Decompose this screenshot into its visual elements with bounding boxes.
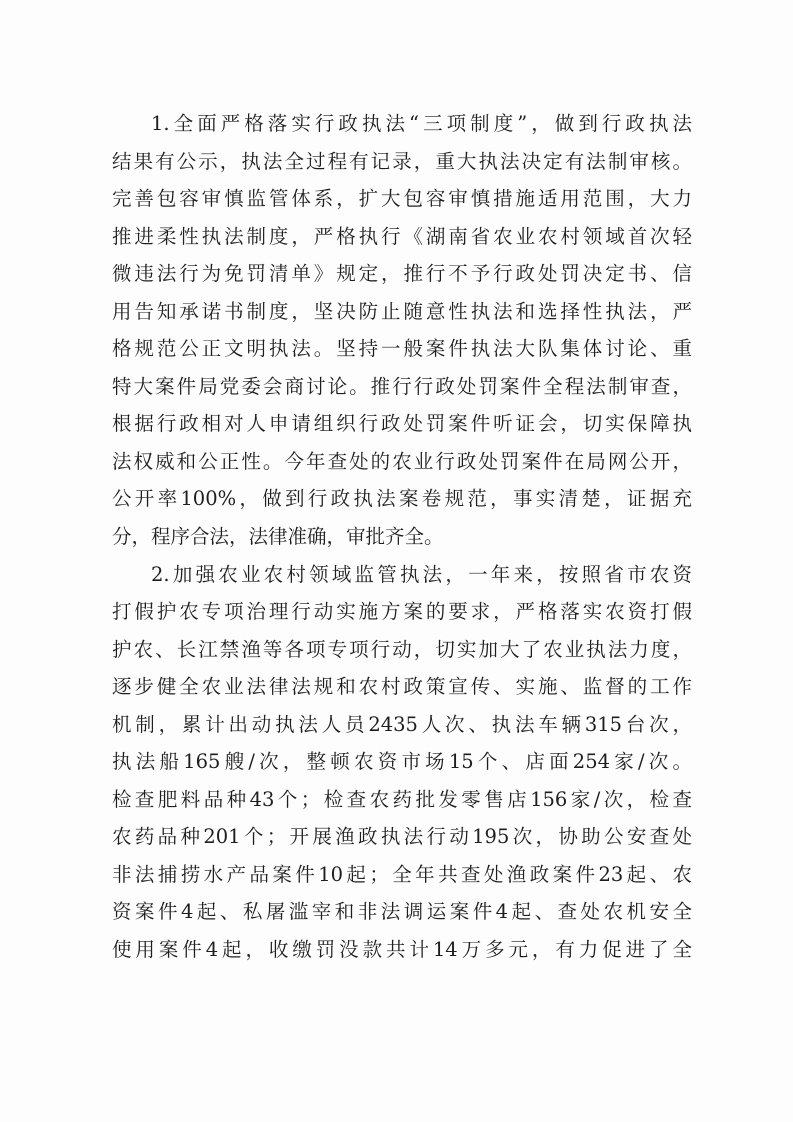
paragraph-1-line-6: 用告知承诺书制度，坚决防止随意性执法和选择性执法，严 <box>112 299 692 323</box>
paragraph-2-line-10: 资案件4起、私屠滥宰和非法调运案件4起、查处农机安全 <box>112 900 692 924</box>
paragraph-1-line-8: 特大案件局党委会商讨论。推行行政处罚案件全程法制审查， <box>112 374 692 398</box>
paragraph-2-line-3: 护农、长江禁渔等各项专项行动，切实加大了农业执法力度， <box>112 637 692 661</box>
paragraph-1-line-2: 结果有公示，执法全过程有记录，重大执法决定有法制审核。 <box>112 149 692 173</box>
paragraph-2-line-7: 检查肥料品种43个；检查农药批发零售店156家/次，检查 <box>112 787 692 811</box>
paragraph-1-line-4: 推进柔性执法制度，严格执行《湖南省农业农村领域首次轻 <box>112 224 692 248</box>
paragraph-1-line-7: 格规范公正文明执法。坚持一般案件执法大队集体讨论、重 <box>112 337 692 361</box>
paragraph-2-line-9: 非法捕捞水产品案件10起；全年共查处渔政案件23起、农 <box>112 862 692 886</box>
paragraph-2-line-5: 机制，累计出动执法人员2435人次、执法车辆315台次， <box>112 712 692 736</box>
paragraph-1-line-9: 根据行政相对人申请组织行政处罚案件听证会，切实保障执 <box>112 412 692 436</box>
paragraph-1-line-12: 分，程序合法，法律准确，审批齐全。 <box>112 525 444 549</box>
paragraph-1-line-1: 1.全面严格落实行政执法“三项制度”，做到行政执法 <box>151 112 692 135</box>
paragraph-2-line-4: 逐步健全农业法律法规和农村政策宣传、实施、监督的工作 <box>112 675 692 699</box>
paragraph-2-line-2: 打假护农专项治理行动实施方案的要求，严格落实农资打假 <box>112 600 692 624</box>
paragraph-2-line-6: 执法船165艘/次，整顿农资市场15个、店面254家/次。 <box>112 750 692 774</box>
paragraph-1-line-5: 微违法行为免罚清单》规定，推行不予行政处罚决定书、信 <box>112 262 692 286</box>
paragraph-2-line-1: 2.加强农业农村领域监管执法，一年来，按照省市农资 <box>151 562 692 586</box>
paragraph-2-line-8: 农药品种201个；开展渔政执法行动195次，协助公安查处 <box>112 825 692 849</box>
paragraph-1-line-11: 公开率100%，做到行政执法案卷规范，事实清楚，证据充 <box>112 487 692 511</box>
paragraph-1-line-10: 法权威和公正性。今年查处的农业行政处罚案件在局网公开， <box>112 449 692 473</box>
body-text <box>112 105 692 969</box>
paragraph-2-line-11: 使用案件4起，收缴罚没款共计14万多元，有力促进了全 <box>112 938 692 962</box>
paragraph-1-line-3: 完善包容审慎监管体系，扩大包容审慎措施适用范围，大力 <box>112 187 692 211</box>
